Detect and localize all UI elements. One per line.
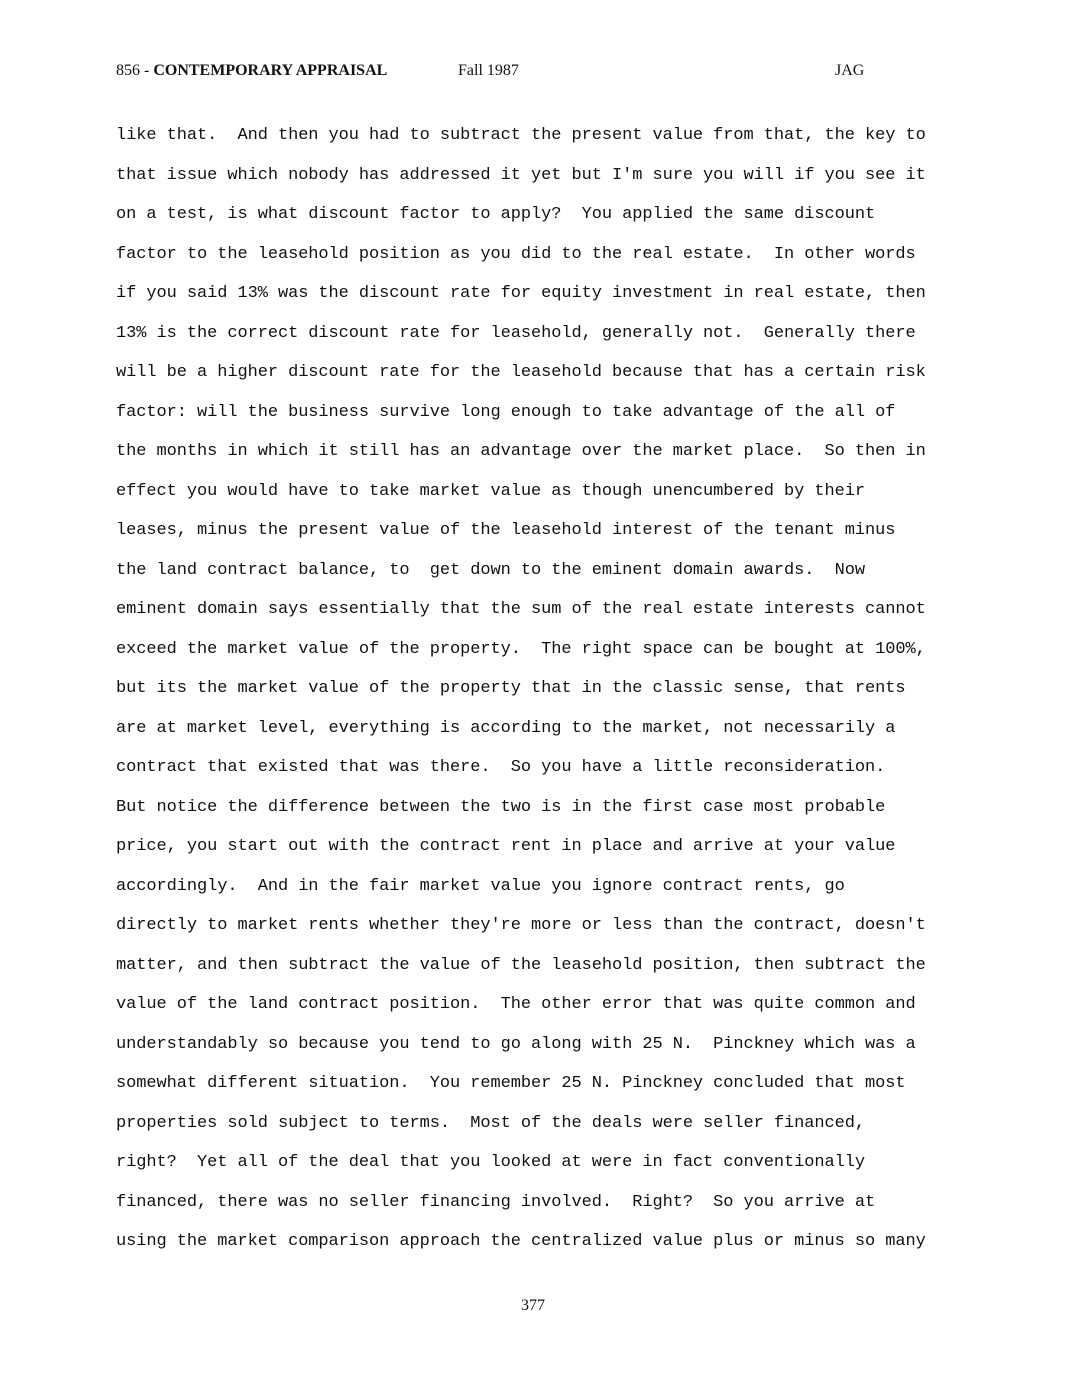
text-line: 13% is the correct discount rate for leasehold, generally not. Generally there (116, 323, 916, 343)
text-line: But notice the difference between the two is in the first case most probable (116, 797, 886, 817)
page-header (116, 62, 956, 84)
text-line: the land contract balance, to get down to the eminent domain awards. Now (116, 560, 866, 580)
text-line: value of the land contract position. The other error that was quite common and (116, 995, 916, 1014)
text-line: understandably so because you tend to go along with 25 N. Pinckney which was a (116, 1034, 916, 1054)
text-line: factor to the leasehold position as you did to the real estate. In other words (116, 244, 916, 264)
text-line: price, you start out with the contract rent in place and arrive at your value (116, 837, 896, 856)
text-line: if you said 13% was the discount rate for equity investment in real estate, then (116, 284, 926, 303)
transcript-body (116, 123, 976, 1269)
course-title: CONTEMPORARY APPRAISAL (153, 62, 388, 79)
course-heading (116, 62, 387, 80)
text-line: properties sold subject to terms. Most of the deals were seller financed, (116, 1113, 866, 1133)
text-line: will be a higher discount rate for the leasehold because that has a certain risk (116, 363, 926, 382)
text-line: matter, and then subtract the value of the leasehold position, then subtract the (116, 955, 926, 975)
text-line: effect you would have to take market value as though unencumbered by their (116, 481, 866, 501)
text-line: are at market level, everything is according to the market, not necessarily a (116, 718, 896, 738)
text-line: somewhat different situation. You remember 25 N. Pinckney concluded that most (116, 1074, 906, 1093)
text-line: accordingly. And in the fair market value you ignore contract rents, go (116, 876, 845, 896)
text-line: but its the market value of the property that in the classic sense, that rents (116, 679, 906, 698)
text-line: exceed the market value of the property. The right space can be bought at 100%, (116, 639, 926, 659)
text-line: that issue which nobody has addressed it yet but I'm sure you will if you see it (116, 165, 926, 185)
text-line: financed, there was no seller financing involved. Right? So you arrive at (116, 1192, 876, 1212)
page-number: 377 (521, 1297, 545, 1314)
text-line: contract that existed that was there. So you have a little reconsideration. (116, 758, 886, 777)
text-line: the months in which it still has an advantage over the market place. So then in (116, 442, 926, 461)
text-line: using the market comparison approach the centralized value plus or minus so many (116, 1232, 926, 1251)
text-line: eminent domain says essentially that the sum of the real estate interests cannot (116, 600, 926, 619)
text-line: like that. And then you had to subtract the present value from that, the key to (116, 126, 926, 145)
author-initials: JAG (835, 62, 865, 79)
text-line: directly to market rents whether they're more or less than the contract, doesn't (116, 916, 926, 935)
text-line: factor: will the business survive long enough to take advantage of the all of (116, 402, 896, 422)
term-label: Fall 1987 (458, 62, 519, 79)
text-line: right? Yet all of the deal that you looked at were in fact conventionally (116, 1153, 866, 1172)
text-line: on a test, is what discount factor to apply? You applied the same discount (116, 205, 876, 224)
course-number: 856 - (116, 62, 154, 79)
text-line: leases, minus the present value of the leasehold interest of the tenant minus (116, 521, 896, 540)
